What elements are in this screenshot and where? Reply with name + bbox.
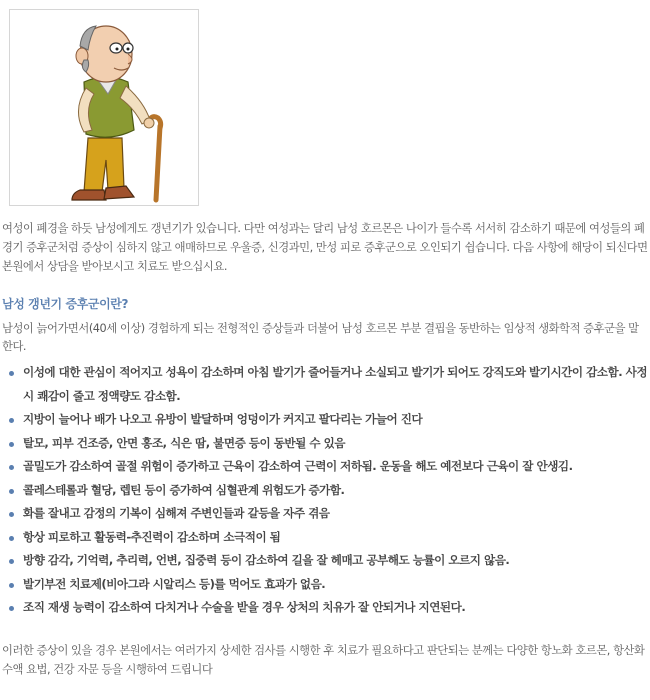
definition-paragraph: 남성이 늙어가면서(40세 이상) 경험하게 되는 전형적인 증상들과 더불어 남성 호르몬 부분 결핍을 동반하는 임상적 생화학적 증후군을 말한다. xyxy=(2,322,639,353)
bullet-icon xyxy=(9,606,14,611)
section-title: 남성 갱년기 증후군이란? xyxy=(2,297,129,311)
symptom-text: 조직 재생 능력이 감소하여 다치거나 수술을 받을 경우 상처의 치유가 잘 안되거나 지연된다. xyxy=(23,600,466,614)
outro-paragraph: 이러한 증상이 있을 경우 본원에서는 여러가지 상세한 검사를 시행한 후 치료가 필요하다고 판단되는 분께는 다양한 항노화 호르몬, 항산화 수액 요법, 건강 자문 등을 시행하여 드립니다 xyxy=(2,644,645,676)
symptom-item xyxy=(0,479,650,503)
symptom-text: 탈모, 피부 건조증, 안면 홍조, 식은 땀, 불면증 등이 동반될 수 있음 xyxy=(23,435,346,450)
symptom-text: 골밀도가 감소하여 골절 위험이 증가하고 근육이 감소하여 근력이 저하됨. 운동을 해도 예전보다 근육이 잘 안생김. xyxy=(23,459,573,473)
symptom-item xyxy=(0,361,650,408)
bullet-icon xyxy=(9,465,14,470)
symptom-text: 이성에 대한 관심이 적어지고 성욕이 감소하며 아침 발기가 줄어들거나 소실되고 발기가 되어도 강직도와 발기시간이 감소함. 사정시 쾌감이 줄고 정액량도 감소함. xyxy=(23,365,648,403)
symptom-item xyxy=(0,526,650,550)
bullet-icon xyxy=(9,489,14,494)
symptom-item xyxy=(0,455,650,479)
symptom-item xyxy=(0,502,650,526)
bullet-icon xyxy=(9,512,14,517)
symptom-item xyxy=(0,573,650,597)
symptom-text: 지방이 늘어나 배가 나오고 유방이 발달하며 엉덩이가 커지고 팔다리는 가늘어 진다 xyxy=(23,412,423,426)
symptom-item xyxy=(0,432,650,456)
symptom-text: 화를 잘내고 감정의 기복이 심해져 주변인들과 갈등을 자주 겪음 xyxy=(23,506,330,520)
bullet-icon xyxy=(9,536,14,541)
elderly-man-illustration xyxy=(9,9,199,206)
symptom-text: 항상 피로하고 활동력-추진력이 감소하며 소극적이 됨 xyxy=(23,529,281,544)
symptom-item xyxy=(0,408,650,432)
elderly-man-with-cane-image xyxy=(10,10,198,205)
symptom-list xyxy=(0,361,650,620)
symptom-text: 방향 감각, 기억력, 추리력, 언변, 집중력 등이 감소하여 길을 잘 헤매고 공부해도 능률이 오르지 않음. xyxy=(23,553,510,567)
bullet-icon xyxy=(9,442,14,447)
symptom-text: 발기부전 치료제(비아그라 시알리스 등)를 먹어도 효과가 없음. xyxy=(23,576,326,591)
intro-paragraph: 여성이 폐경을 하듯 남성에게도 갱년기가 있습니다. 다만 여성과는 달리 남성 호르몬은 나이가 들수록 서서히 감소하기 때문에 여성들의 폐경기 증후군처럼 증상이 심하지 않고 애매하므로 우울증, 신경과민, 만성 피로 증후군으로 오인되기 쉽습니다. 다음 사항에 해당이 되신다면 본원에서 상담을 받아보시고 치료도 받으십시요. xyxy=(2,222,648,273)
bullet-icon xyxy=(9,371,14,376)
symptom-item xyxy=(0,549,650,573)
bullet-icon xyxy=(9,559,14,564)
bullet-icon xyxy=(9,418,14,423)
symptom-text: 콜레스테롤과 혈당, 렙틴 등이 증가하여 심혈관계 위험도가 증가함. xyxy=(23,482,345,497)
bullet-icon xyxy=(9,583,14,588)
symptom-item xyxy=(0,596,650,620)
